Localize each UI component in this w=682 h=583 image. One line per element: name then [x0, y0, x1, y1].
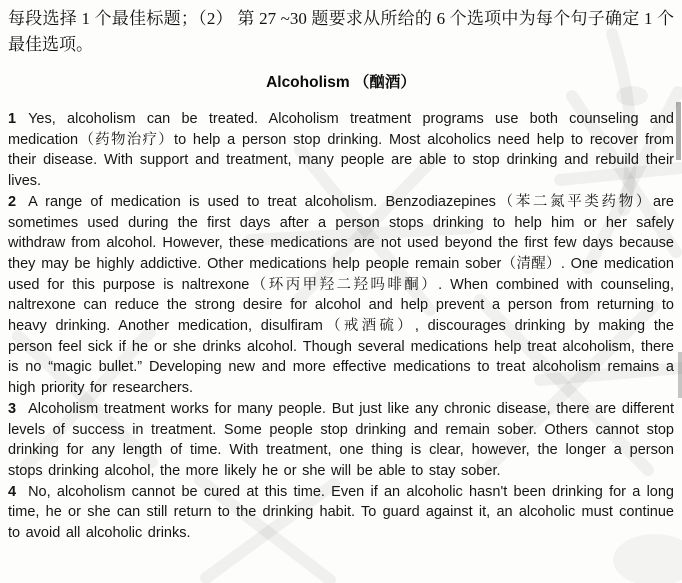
- paragraph-4-number: 4: [8, 483, 17, 500]
- paragraph-3: [8, 399, 674, 482]
- paragraph-3-text: Alcoholism treatment works for many people. But just like any chronic disease, there are different levels of success in treatment. Some people stop drinking and remain sober. Others cannot stop drinking for any length of time. With treatment, one thing is clear, however, the longer a person stops drinking alcohol, the more likely he or she will be able to stay sober.: [8, 400, 674, 479]
- paragraph-2: [8, 192, 674, 399]
- paragraph-1-text: Yes, alcoholism can be treated. Alcoholism treatment programs use both counseling and medication（药物治疗）to help a person stop drinking. Most alcoholics need help to recover from their disease. With support and treatment, many people are able to stop drinking and rebuild their lives.: [8, 111, 674, 190]
- paragraph-4-text: No, alcoholism cannot be cured at this time. Even if an alcoholic hasn't been drinking for a long time, he or she can still return to the drinking habit. To guard against it, an alcoholic must continue to avoid all alcoholic drinks.: [8, 483, 674, 542]
- paragraph-4: [8, 482, 674, 544]
- instructions-text: 每段选择 1 个最佳标题；（2） 第 27 ~30 题要求从所给的 6 个选项中为每个句子确定 1 个最佳选项。: [8, 9, 674, 54]
- article-title: Alcoholism （酗酒）: [266, 74, 416, 91]
- paragraph-1: [8, 109, 674, 192]
- paragraph-2-number: 2: [8, 193, 17, 210]
- paragraph-1-number: 1: [8, 111, 17, 127]
- paragraph-3-number: 3: [8, 400, 17, 417]
- paragraph-2-text: A range of medication is used to treat alcoholism. Benzodiazepines（苯二氮平类药物）are sometimes used during the first days after a person stops drinking to help him or her safely withdraw from alcohol. However, these medications are not used beyond the first few days because they may be highly addictive. Other medications help people remain sober（清醒）. One medication used for this purpose is naltrexone（环丙甲羟二羟吗啡酮）. When combined with counseling, naltrexone can reduce the strong desire for alcohol and help prevent a person from returning to heavy drinking. Another medication, disulfiram（戒酒硫）, discourages drinking by making the person feel sick if he or she drinks alcohol. Though several medications help treat alcoholism, there is no “magic bullet.” Developing new and more effective medications to treat alcoholism remains a high priority for researchers.: [8, 193, 674, 397]
